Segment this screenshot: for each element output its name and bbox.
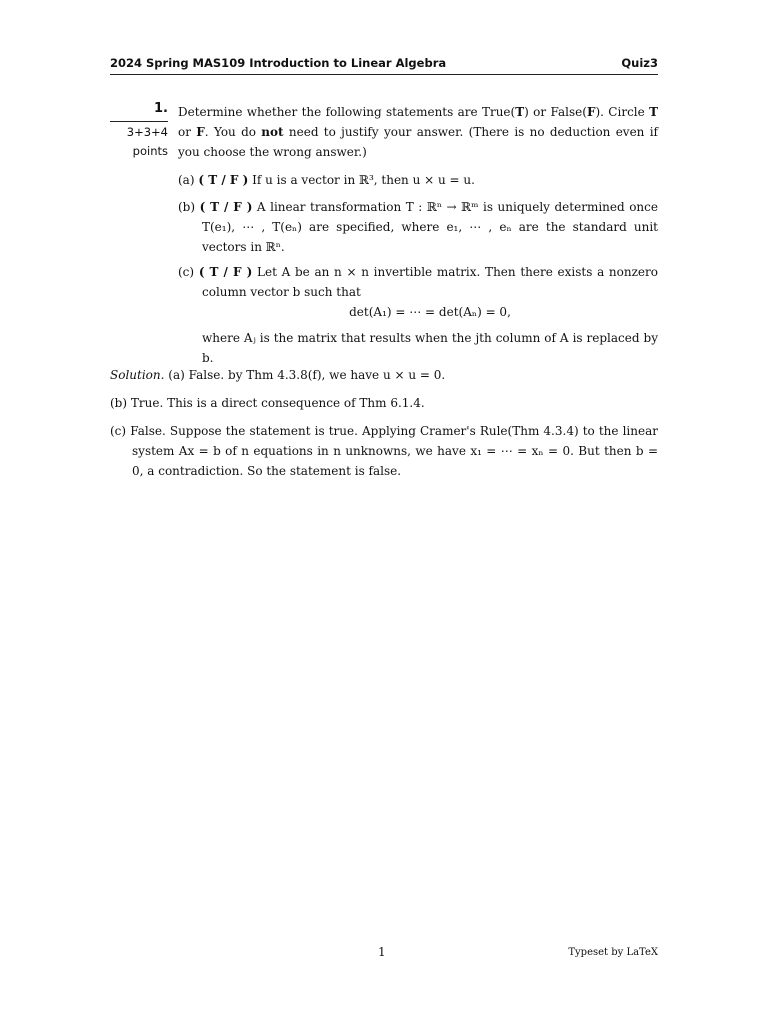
item-b-label: (b): [178, 200, 196, 214]
item-c-text: Let A be an n × n invertible matrix. Then there exists a nonzero column vector b such that: [202, 265, 658, 299]
item-c-after: where Aⱼ is the matrix that results when the jth column of A is replaced by b.: [202, 331, 658, 365]
points-value: 3+3+4: [126, 125, 168, 139]
item-a-text: If u is a vector in ℝ³, then u × u = u.: [252, 173, 475, 187]
item-c: [178, 262, 658, 368]
item-c-equation: det(A₁) = ⋯ = det(Aₙ) = 0,: [349, 305, 511, 319]
quiz-label: Quiz3: [621, 56, 658, 70]
problem-number: 1.: [154, 101, 168, 116]
points-unit: points: [132, 144, 168, 158]
page-number: 1: [378, 945, 386, 959]
course-title: 2024 Spring MAS109 Introduction to Linear Algebra: [110, 56, 447, 70]
solution-c-text: False. Suppose the statement is true. Applying Cramer's Rule(Thm 4.3.4) to the linear system Ax = b of n equations in n unknowns, we have x₁ = ⋯ = xₙ = 0. But then b = 0, a contradiction. So the statement is false.: [130, 424, 658, 478]
item-a-label: (a): [178, 173, 195, 187]
item-a: [178, 170, 658, 190]
solution-a: [110, 365, 658, 385]
item-c-tf: ( T / F ): [198, 265, 253, 279]
solution-heading: Solution.: [110, 368, 165, 382]
solution-b-text: True. This is a direct consequence of Thm 6.1.4.: [130, 396, 425, 410]
typeset-note: Typeset by LaTeX: [568, 947, 658, 958]
solution-c: [110, 421, 658, 481]
item-b: [178, 197, 658, 257]
solution-b: [110, 393, 658, 413]
solution-a-text: (a) False. by Thm 4.3.8(f), we have u × u = 0.: [168, 368, 446, 382]
problem-instructions: Determine whether the following statements are True(T) or False(F). Circle T or F. You do not need to justify your answer. (There is no deduction even if you choose the wrong answer.): [178, 105, 659, 159]
item-b-text: A linear transformation T : ℝⁿ → ℝᵐ is uniquely determined once T(e₁), ⋯ , T(eₙ) are specified, where e₁, ⋯ , eₙ are the standard unit vectors in ℝⁿ.: [202, 200, 658, 254]
item-b-tf: ( T / F ): [199, 200, 253, 214]
item-c-label: (c): [178, 265, 195, 279]
page-header: [110, 56, 658, 75]
points-box: [110, 121, 168, 161]
item-a-tf: ( T / F ): [198, 173, 249, 187]
solution-b-label: (b): [110, 396, 128, 410]
solution-c-label: (c): [110, 424, 127, 438]
